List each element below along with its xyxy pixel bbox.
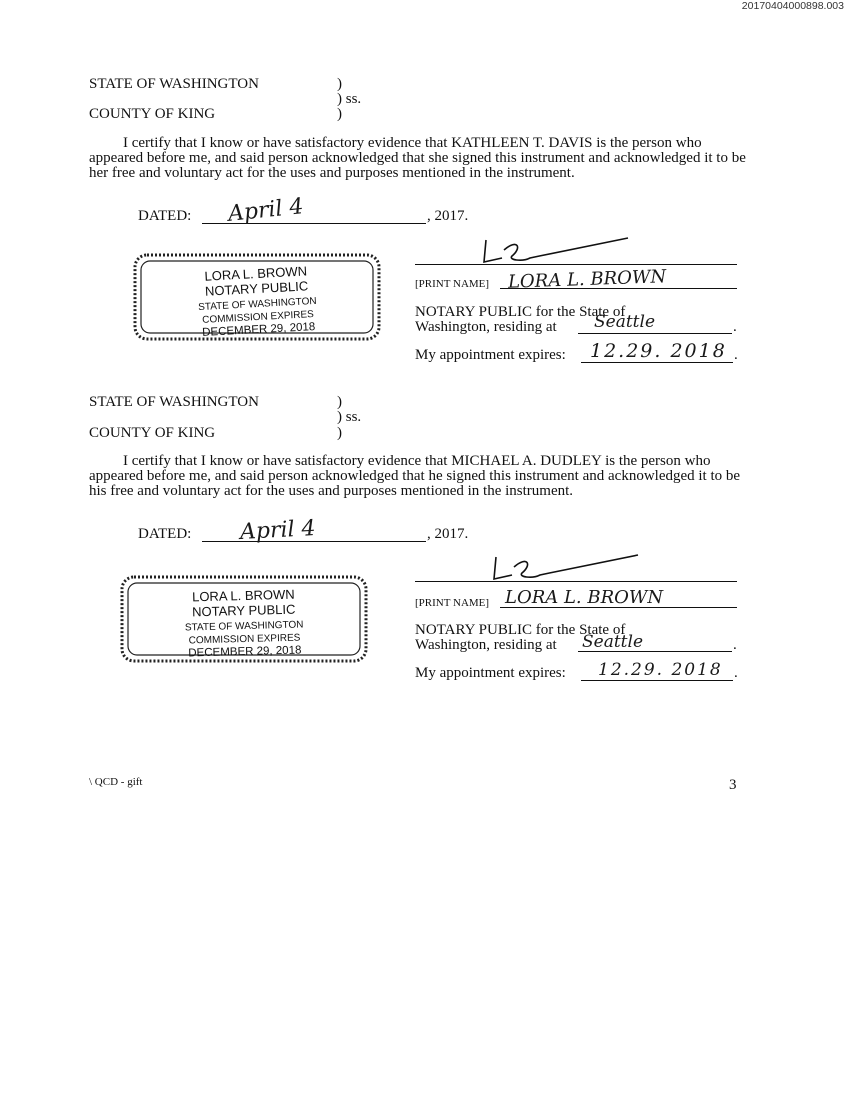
stamp-title: NOTARY PUBLIC (204, 278, 309, 299)
dated-handwriting: April 4 (239, 516, 317, 545)
appointment-handwriting: 12.29. 2018 (590, 340, 727, 362)
venue-state: STATE OF WASHINGTON (89, 394, 259, 410)
residing-label: Washington, residing at (415, 637, 557, 653)
stamp-date: DECEMBER 29, 2018 (201, 321, 316, 339)
notary-public-label: NOTARY PUBLIC for the State of (415, 304, 626, 320)
stamp-name: LORA L. BROWN (191, 586, 295, 605)
stamp-date: DECEMBER 29, 2018 (188, 644, 302, 660)
dated-year: , 2017. (427, 208, 469, 224)
appointment-label: My appointment expires: (415, 347, 566, 363)
appointment-line (581, 362, 733, 363)
venue-paren: ) (337, 394, 342, 410)
stamp-commission: COMMISSION EXPIRES (202, 309, 315, 326)
residing-period: . (733, 637, 737, 653)
stamp-title: NOTARY PUBLIC (191, 601, 296, 620)
appointment-period: . (734, 347, 738, 363)
appointment-label: My appointment expires: (415, 665, 566, 681)
venue-paren: ) (337, 425, 342, 441)
venue-ss: ) ss. (337, 91, 362, 107)
venue-state: STATE OF WASHINGTON (89, 76, 259, 92)
certification-paragraph: I certify that I know or have satisfactory evidence that MICHAEL A. DUDLEY is the person who appeared before me, and said person acknowledged that he signed this instrument and acknowledged it to be his free and voluntary act for the uses and purposes mentioned in the instrument. (89, 453, 741, 499)
dated-year: , 2017. (427, 526, 469, 542)
venue-paren: ) (337, 106, 342, 122)
dated-label: DATED: (138, 208, 192, 224)
stamp-name: LORA L. BROWN (204, 263, 308, 284)
dated-handwriting: April 4 (226, 194, 305, 227)
venue-county: COUNTY OF KING (89, 106, 216, 122)
dated-line (202, 541, 426, 542)
residing-line (578, 333, 732, 334)
venue-county: COUNTY OF KING (89, 425, 216, 441)
appointment-handwriting: 12.29. 2018 (598, 660, 723, 680)
notary-signature (488, 553, 648, 590)
stamp-state: STATE OF WASHINGTON (184, 619, 304, 634)
stamp-commission: COMMISSION EXPIRES (188, 632, 301, 647)
dated-label: DATED: (138, 526, 192, 542)
residing-handwriting: Seattle (582, 632, 644, 652)
notary-stamp (130, 250, 385, 350)
document-id: 20170404000898.003 (741, 0, 844, 12)
appointment-line (581, 680, 733, 681)
footer-doc-code: \ QCD - gift (89, 776, 143, 788)
residing-label: Washington, residing at (415, 319, 557, 335)
venue-paren: ) (337, 76, 342, 92)
appointment-period: . (734, 665, 738, 681)
page-number: 3 (729, 777, 737, 793)
print-name-handwriting: LORA L. BROWN (505, 587, 664, 608)
print-name-label: [PRINT NAME] (415, 278, 490, 290)
notary-public-label: NOTARY PUBLIC for the State of (415, 622, 626, 638)
certification-paragraph: I certify that I know or have satisfactory evidence that KATHLEEN T. DAVIS is the person who appeared before me, and said person acknowledged that she signed this instrument and acknowledged it to be her free and voluntary act for the uses and purposes mentioned in the instrument. (89, 135, 746, 181)
residing-period: . (733, 319, 737, 335)
venue-ss: ) ss. (337, 409, 362, 425)
print-name-label: [PRINT NAME] (415, 597, 490, 609)
print-name-handwriting: LORA L. BROWN (507, 266, 667, 293)
notary-stamp (117, 572, 372, 672)
stamp-state: STATE OF WASHINGTON (197, 295, 317, 314)
residing-handwriting: Seattle (594, 312, 656, 332)
